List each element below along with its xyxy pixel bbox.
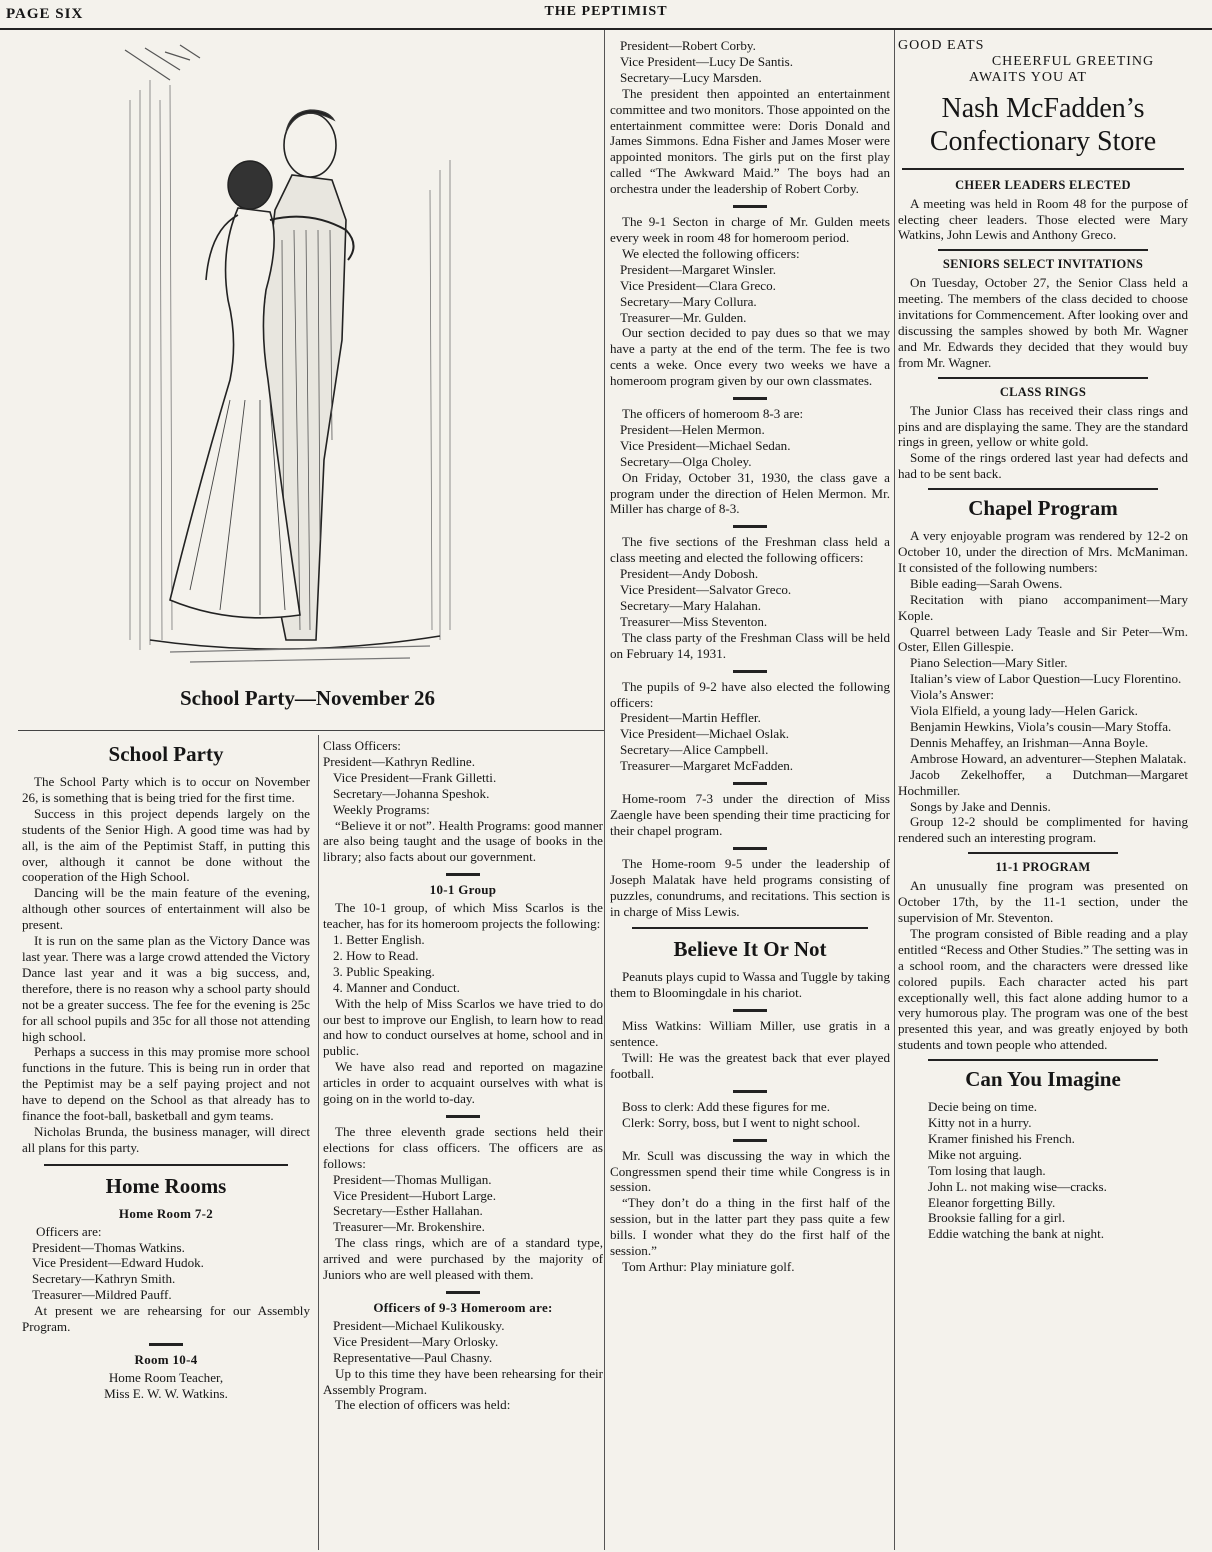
text-line: Secretary—Esther Hallahan. [333,1203,483,1219]
paragraph: Success in this project depends largely on the students of the Senior High. A good time was had by all, is the aim of the Peptimist Staff, in putting this over, although it cannot be done without the cooperation of the High School. [22,805,310,885]
text-line: Representative—Paul Chasny. [333,1349,493,1365]
text-line: Vice President—Michael Oslak. [620,726,790,742]
paragraph: A meeting was held in Room 48 for the purpose of electing cheer leaders. Those elected were Mary Watkins, John Lewis and Anthony Greco. [898,195,1188,243]
subhead: 10-1 Group [429,882,497,898]
paragraph: “They don’t do a thing in the first half of the session, but in the latter part they pass quite a few bills. I wonder what they do the first half of the session.” [610,1195,890,1259]
page-header [0,0,1212,30]
subhead: Room 10-4 [134,1352,198,1367]
list-item: Decie being on time. [928,1099,1038,1115]
ad-store-type: Confectionary Store [929,125,1157,157]
text-line: Vice President—Lucy De Santis. [620,53,794,69]
illustration-caption: School Party—November 26 [179,686,436,710]
subhead: Home Room 7-2 [118,1205,214,1221]
program-item: Jacob Zekelhoffer, a Dutchman—Margaret Hochmiller. [898,766,1188,798]
paragraph: The election of officers was held: [335,1397,511,1413]
paragraph: Clerk: Sorry, boss, but I went to night school. [622,1114,861,1130]
subhead: CHEER LEADERS ELECTED [955,177,1131,192]
column-divider [894,30,895,1550]
paragraph: Tom Arthur: Play miniature golf. [622,1259,795,1274]
text-line: Vice President—Hubort Large. [333,1187,496,1203]
list-item: Mike not arguing. [928,1146,1022,1162]
section-divider [18,730,604,731]
section-rule [902,168,1184,170]
column-divider [604,30,605,1550]
text-line: President—Michael Kulikousky. [333,1317,505,1333]
paragraph: Up to this time they have been rehearsing for their Assembly Program. [323,1365,603,1397]
text-line: Secretary—Mary Collura. [620,293,757,309]
dash-rule [733,782,767,785]
page-number: PAGE SIX [6,6,84,22]
text-line: Secretary—Alice Campbell. [620,742,769,758]
paragraph: Boss to clerk: Add these figures for me. [622,1098,831,1114]
program-item: Dennis Mehaffey, an Irishman—Anna Boyle. [910,734,1149,750]
text-line: Treasurer—Miss Steventon. [620,613,768,629]
dash-rule [733,525,767,528]
dash-rule [446,1291,480,1294]
text-line: Weekly Programs: [333,801,430,817]
paragraph: Twill: He was the greatest back that ever played football. [610,1050,890,1081]
paragraph: With the help of Miss Scarlos we have tried to do our best to improve our English, to learn how to read and how to conduct ourselves at home, school and in public. [323,995,603,1059]
section-rule [928,488,1158,490]
program-item: Quarrel between Lady Teasle and Sir Peter—Wm. Oster, Ellen Gillespie. [898,623,1188,655]
list-item: 4. Manner and Conduct. [333,979,460,995]
paragraph: Some of the rings ordered last year had defects and had to be sent back. [898,450,1188,482]
text-line: Secretary—Johanna Speshok. [333,785,490,801]
imagine-headline: Can You Imagine [965,1067,1121,1092]
text-line: President—Thomas Mulligan. [333,1171,492,1187]
program-item: Songs by Jake and Dennis. [910,798,1051,814]
paragraph: A very enjoyable program was rendered by 12-2 on October 10, under the direction of Mrs. McManiman. It consisted of the following numbers: [898,528,1188,575]
paragraph: Home-room 7-3 under the direction of Miss Zaengle have been spending their time practicing for their chapel program. [610,791,890,838]
ad-greeting: CHEERFUL GREETING [991,53,1155,69]
section-rule [968,852,1118,854]
dash-rule [733,1090,767,1093]
section-rule [938,249,1148,251]
column-4 [898,38,1188,1242]
text-line: President—Thomas Watkins. [32,1239,185,1255]
paragraph: Nicholas Brunda, the business manager, will direct all plans for this party. [22,1123,310,1155]
subhead: 11-1 PROGRAM [995,860,1091,875]
text-line: President—Robert Corby. [620,38,756,53]
paragraph: Dancing will be the main feature of the evening, although other sources of entertainment will also be present. [22,885,310,933]
paragraph: Miss Watkins: William Miller, use gratis in a sentence. [610,1018,890,1050]
paragraph: Mr. Scull was discussing the way in which the Congressmen spend their time while Congress is in session. [610,1147,890,1195]
paragraph: The officers of homeroom 8-3 are: [622,406,804,422]
paragraph: The program consisted of Bible reading and a play entitled “Recess and Other Studies.” The setting was in a school room, and the characters were dressed like colored pupils. Each character acted his part exceptionally well, this fact alone adding humor to a very humorous play. The program was one of the best presented this year, and was greatly enjoyed by both students and town people who attended. [898,925,1188,1053]
text-line: Secretary—Mary Halahan. [620,598,762,613]
dash-rule [733,1139,767,1142]
paragraph: We elected the following officers: [622,245,800,261]
home-rooms-headline: Home Rooms [105,1173,227,1198]
list-item: Brooksie falling for a girl. [928,1210,1066,1226]
program-item: Bible eading—Sarah Owens. [910,575,1063,591]
column-2 [323,738,603,1413]
paragraph: Our section decided to pay dues so that we may have a party at the end of the term. The fee is two cents a weke. Once every two weeks we have a homeroom program given by our own classmates. [610,325,890,389]
text-line: Vice President—Clara Greco. [620,277,776,293]
dash-rule [733,670,767,673]
ad-awaits: AWAITS YOU AT [969,69,1087,85]
dash-rule [733,847,767,850]
program-item: Benjamin Hewkins, Viola’s cousin—Mary Stoffa. [910,719,1172,734]
subhead: SENIORS SELECT INVITATIONS [942,257,1144,272]
text-line: President—Andy Dobosh. [620,566,759,582]
text-line: Treasurer—Mildred Pauff. [32,1287,172,1303]
text-line: Vice President—Mary Orlosky. [333,1333,499,1349]
paragraph: Perhaps a success in this may promise more school functions in the future. This is being run in order that the Peptimist may be a self paying project and not have to depend on the School as that already has to finance the foot-ball, basketball and gym teams. [22,1044,310,1124]
section-rule [928,1059,1158,1061]
subhead: Officers of 9-3 Homeroom are: [373,1300,553,1315]
paragraph: Peanuts plays cupid to Wassa and Tuggle by taking them to Bloomingdale in his chariot. [610,969,890,1001]
column-3 [610,38,890,1275]
text-line: Officers are: [36,1223,102,1239]
paragraph: The 10-1 group, of which Miss Scarlos is the teacher, has for its homeroom projects the following: [323,900,603,932]
paragraph: On Friday, October 31, 1930, the class gave a program under the direction of Helen Mermon. Mr. Miller has charge of 8-3. [610,469,890,517]
paragraph: It is run on the same plan as the Victory Dance was last year. There was a large crowd attended the Victory Dance last year and it was a big success, and, therefore, there is no reason why a school party should not be a greater success. The fee for the evening is 25c for all school pupils and 35c for all those not attending high school. [22,933,310,1044]
section-rule [632,927,868,929]
text-line: Home Room Teacher, [108,1369,224,1385]
paragraph: At present we are rehearsing for our Assembly Program. [22,1303,310,1335]
paragraph: An unusually fine program was presented on October 17th, by the 11-1 section, under the supervision of Mr. Steventon. [898,878,1188,925]
list-item: Eleanor forgetting Billy. [928,1194,1056,1210]
program-item: Viola Elfield, a young lady—Helen Garick. [910,703,1138,719]
text-line: Miss E. W. W. Watkins. [104,1385,228,1401]
ad-good-eats: GOOD EATS [898,38,985,53]
paragraph: The pupils of 9-2 have also elected the following officers: [610,678,890,710]
list-item: John L. not making wise—cracks. [928,1178,1107,1194]
list-item: Kitty not in a hurry. [928,1115,1032,1131]
text-line: Class Officers: [323,738,401,753]
paragraph: The 9-1 Secton in charge of Mr. Gulden meets every week in room 48 for homeroom period. [610,214,890,245]
list-item: 3. Public Speaking. [333,963,435,979]
paragraph: Group 12-2 should be complimented for having rendered such an interesting program. [898,814,1188,846]
program-item: Viola’s Answer: [910,687,994,703]
text-line: Vice President—Michael Sedan. [620,437,791,453]
dash-rule [446,1115,480,1118]
program-item: Piano Selection—Mary Sitler. [910,655,1068,671]
program-item: Ambrose Howard, an adventurer—Stephen Malatak. [910,750,1187,766]
subhead: CLASS RINGS [999,384,1087,399]
text-line: President—Martin Heffler. [620,710,761,726]
list-item: 1. Better English. [333,931,425,947]
program-item: Recitation with piano accompaniment—Mary Kople. [898,591,1188,623]
dash-rule [149,1343,183,1346]
ad-store-name: Nash McFadden’s [941,92,1145,124]
dash-rule [446,873,480,876]
paragraph: On Tuesday, October 27, the Senior Class held a meeting. The members of the class decided to choose invitations for Commencement. After looking over and discussing the samples showed by both Mr. Wagner and Mr. Edwards they decided that they would buy from Mr. Wagner. [898,275,1188,370]
chapel-headline: Chapel Program [968,496,1118,521]
list-item: Kramer finished his French. [928,1130,1075,1146]
text-line: President—Helen Mermon. [620,421,765,437]
paragraph: The class rings, which are of a standard type, arrived and were purchased by the majority of Juniors who are well pleased with them. [323,1235,603,1283]
text-line: Treasurer—Mr. Gulden. [620,309,747,325]
paragraph: We have also read and reported on magazine articles in order to acquaint ourselves with what is going on in the world to-day. [323,1059,603,1107]
list-item: Tom losing that laugh. [928,1162,1046,1178]
section-rule [938,377,1148,379]
text-line: Treasurer—Mr. Brokenshire. [333,1219,485,1235]
dancing-couple-illustration [110,40,470,680]
text-line: Treasurer—Margaret McFadden. [620,758,794,774]
paragraph: The Home-room 9-5 under the leadership of Joseph Malatak have held programs consisting of puzzles, conundrums, and recitations. This section is in charge of Miss Lewis. [610,855,890,919]
column-1 [22,738,310,1402]
dash-rule [733,1009,767,1012]
text-line: President—Margaret Winsler. [620,261,777,277]
text-line: President—Kathryn Redline. [323,753,476,769]
column-divider [318,735,319,1550]
school-party-headline: School Party [108,742,224,766]
program-item: Italian’s view of Labor Question—Lucy Florentino. [910,671,1182,687]
text-line: Secretary—Kathryn Smith. [32,1271,176,1287]
paragraph: The School Party which is to occur on November 26, is something that is being tried for the first time. [22,774,310,805]
paragraph: The class party of the Freshman Class will be held on February 14, 1931. [610,629,890,661]
list-item: Eddie watching the bank at night. [928,1226,1104,1242]
paragraph: The Junior Class has received their class rings and pins and are displaying the same. They are the standard rings in green, yellow or white gold. [898,402,1188,450]
paragraph: The president then appointed an entertainment committee and two monitors. Those appointed on the entertainment committee were: Doris Donald and James Simmons. Edna Fisher and James Moser were appointed monitors. The girls put on the first play called “The Awkward Maid.” The boys had an orchestra under the leadership of Robert Corby. [610,85,890,197]
masthead: THE PEPTIMIST [544,4,668,19]
text-line: Vice President—Edward Hudok. [32,1255,204,1271]
text-line: Vice President—Frank Gilletti. [333,769,497,785]
list-item: 2. How to Read. [333,947,419,963]
dash-rule [733,205,767,208]
text-line: Secretary—Olga Choley. [620,453,752,469]
dash-rule [733,397,767,400]
paragraph: “Believe it or not”. Health Programs: good manner are also being taught and the usage of books in the library; also facts about our government. [323,817,603,865]
text-line: Secretary—Lucy Marsden. [620,69,762,85]
section-rule [44,1164,288,1166]
believe-it-headline: Believe It Or Not [673,937,827,962]
paragraph: The five sections of the Freshman class held a class meeting and elected the following officers: [610,534,890,566]
text-line: Vice President—Salvator Greco. [620,582,792,598]
paragraph: The three eleventh grade sections held their elections for class officers. The officers are as follows: [323,1123,603,1171]
